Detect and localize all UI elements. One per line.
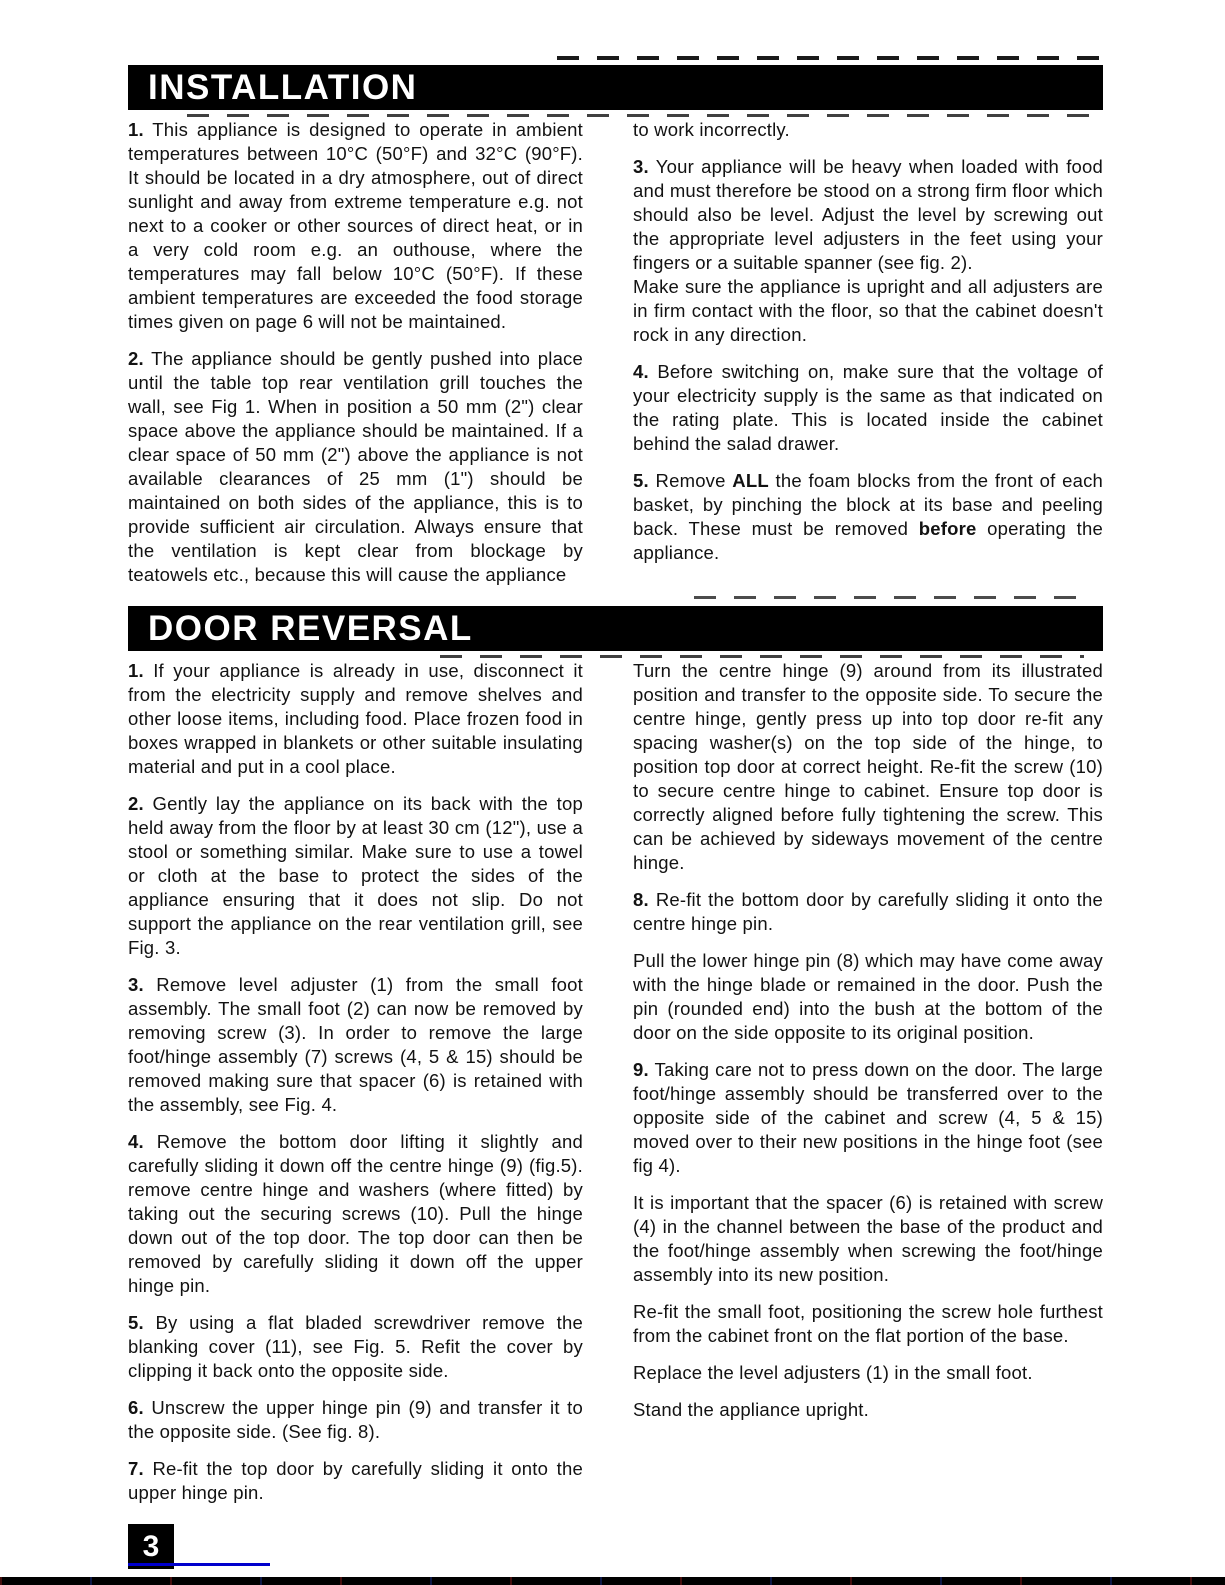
paragraph-number: 5.	[128, 1312, 144, 1333]
scan-artifact-dashes	[557, 56, 1103, 60]
paragraph-text: The appliance should be gently pushed into place until the table top rear ventilation grill touches the wall, see Fig 1. When in position a 50 mm (2") clear space above the appliance should be maintained. If a clear space of 50 mm (2") above the appliance is not available clearances of 25 mm (1") should be maintained on both sides of the appliance, this is to provide sufficient air circulation. Always ensure that the ventilation is kept clear from blockage by teatowels etc., because this will cause the appliance	[128, 348, 583, 585]
installation-columns	[128, 118, 1103, 600]
paragraph	[633, 659, 1103, 875]
paragraph-text: to work incorrectly.	[633, 119, 790, 140]
paragraph-text: Re-fit the top door by carefully sliding it onto the upper hinge pin.	[128, 1458, 583, 1503]
footer-blue-line	[128, 1563, 270, 1566]
section-title-installation: INSTALLATION	[148, 67, 418, 107]
paragraph	[633, 118, 1103, 142]
section-header-door-reversal	[128, 606, 1103, 651]
paragraph-text: It is important that the spacer (6) is retained with screw (4) in the channel between the base of the product and the foot/hinge assembly when screwing the foot/hinge assembly into its new position.	[633, 1192, 1103, 1285]
paragraph	[633, 1300, 1103, 1348]
paragraph-text: Taking care not to press down on the door. The large foot/hinge assembly should be transferred over to the opposite side of the cabinet and screw (4, 5 & 15) moved over to their new positions in the hinge foot (see fig 4).	[633, 1059, 1103, 1176]
paragraph-text: Remove level adjuster (1) from the small foot assembly. The small foot (2) can now be removed by removing screw (3). In order to remove the large foot/hinge assembly (7) screws (4, 5 & 15) should be removed making sure that spacer (6) is retained with the assembly, see Fig. 4.	[128, 974, 583, 1115]
paragraph-number: 2.	[128, 348, 144, 369]
paragraph-number: 4.	[633, 361, 649, 382]
paragraph-text: Remove	[655, 470, 733, 491]
paragraph-text: This appliance is designed to operate in ambient temperatures between 10°C (50°F) and 32°C (90°F). It should be located in a dry atmosphere, out of direct sunlight and away from extreme temperature e.g. not next to a cooker or other sources of direct heat, or in a very cold room e.g. an outhouse, where the temperatures may fall below 10°C (50°F). If these ambient temperatures are exceeded the food storage times given on page 6 will not be maintained.	[128, 119, 583, 332]
paragraph	[633, 469, 1103, 565]
paragraph-number: 2.	[128, 793, 144, 814]
column-gap	[583, 659, 633, 1569]
paragraph-text: Pull the lower hinge pin (8) which may have come away with the hinge blade or remained in the door. Push the pin (rounded end) into the bush at the bottom of the door on the side opposite to its original position.	[633, 950, 1103, 1043]
paragraph	[128, 1130, 583, 1298]
bold-text: ALL	[732, 470, 769, 491]
paragraph-number: 8.	[633, 889, 649, 910]
paragraph-text: Unscrew the upper hinge pin (9) and transfer it to the opposite side. (See fig. 8).	[128, 1397, 583, 1442]
paragraph-number: 3.	[128, 974, 144, 995]
paragraph	[128, 792, 583, 960]
bold-text: before	[918, 518, 977, 539]
paragraph-text: operating the appliance.	[633, 518, 1103, 563]
paragraph-text: Re-fit the bottom door by carefully sliding it onto the centre hinge pin.	[633, 889, 1104, 934]
paragraph-number: 3.	[633, 156, 649, 177]
installation-right-column	[633, 118, 1103, 600]
door-reversal-columns	[128, 659, 1103, 1569]
bottom-edge-scan-bar	[0, 1577, 1225, 1585]
paragraph-text: Before switching on, make sure that the voltage of your electricity supply is the same as that indicated on the rating plate. This is located inside the cabinet behind the salad drawer.	[633, 361, 1103, 454]
paragraph	[128, 1311, 583, 1383]
paragraph	[128, 118, 583, 334]
paragraph	[633, 1191, 1103, 1287]
paragraph	[128, 1457, 583, 1505]
paragraph	[128, 659, 583, 779]
paragraph	[633, 888, 1103, 936]
paragraph-text: the foam blocks from the front of each basket, by pinching the block at its base and peeling back. These must be removed	[633, 470, 1104, 539]
paragraph-text: By using a flat bladed screwdriver remove the blanking cover (11), see Fig. 5. Refit the cover by clipping it back onto the opposite side.	[128, 1312, 583, 1381]
paragraph-number: 6.	[128, 1397, 144, 1418]
paragraph	[633, 1058, 1103, 1178]
paragraph-number: 7.	[128, 1458, 144, 1479]
column-gap	[583, 118, 633, 600]
paragraph	[128, 1396, 583, 1444]
paragraph-text: Re-fit the small foot, positioning the screw hole furthest from the cabinet front on the flat portion of the base.	[633, 1301, 1103, 1346]
paragraph	[633, 275, 1103, 347]
paragraph-text: Make sure the appliance is upright and all adjusters are in firm contact with the floor, so that the cabinet doesn't rock in any direction.	[633, 276, 1103, 345]
scan-artifact-dashes	[187, 114, 1094, 117]
paragraph-number: 1.	[128, 660, 144, 681]
door-reversal-right-column	[633, 659, 1103, 1569]
paragraph-number: 9.	[633, 1059, 649, 1080]
scan-artifact-dashes	[694, 596, 1084, 599]
paragraph-text: Remove the bottom door lifting it slightly and carefully sliding it down off the centre hinge (9) (fig.5). remove centre hinge and washers (where fitted) by taking out the securing screws (10). Pull the hinge down out of the top door. The top door can then be removed by carefully sliding it down off the upper hinge pin.	[128, 1131, 583, 1296]
paragraph-text: Replace the level adjusters (1) in the small foot.	[633, 1362, 1033, 1383]
paragraph	[633, 360, 1103, 456]
paragraph	[128, 347, 583, 587]
installation-left-column	[128, 118, 583, 600]
section-title-door-reversal: DOOR REVERSAL	[148, 608, 473, 648]
paragraph-text: Turn the centre hinge (9) around from its illustrated position and transfer to the opposite side. To secure the centre hinge, gently press up into top door re-fit any spacing washer(s) on the top side of the hinge, to position top door at correct height. Re-fit the screw (10) to secure centre hinge to cabinet. Ensure top door is correctly aligned before fully tightening the screw. This can be achieved by sideways movement of the centre hinge.	[633, 660, 1103, 873]
paragraph	[128, 973, 583, 1117]
paragraph	[633, 1398, 1103, 1422]
paragraph	[633, 949, 1103, 1045]
paragraph-number: 5.	[633, 470, 649, 491]
paragraph-text: Your appliance will be heavy when loaded with food and must therefore be stood on a strong firm floor which should also be level. Adjust the level by screwing out the appropriate level adjusters in the feet using your fingers or a suitable spanner (see fig. 2).	[633, 156, 1103, 273]
paragraph-text: Stand the appliance upright.	[633, 1399, 869, 1420]
paragraph	[633, 155, 1103, 275]
paragraph-text: Gently lay the appliance on its back with the top held away from the floor by at least 30 cm (12"), use a stool or something similar. Make sure to use a towel or cloth at the base to protect the sides of the appliance ensuring that it does not slip. Do not support the appliance on the rear ventilation grill, see Fig. 3.	[128, 793, 583, 958]
door-reversal-left-column	[128, 659, 583, 1569]
page-number-badge: 3	[128, 1524, 174, 1569]
paragraph-number: 4.	[128, 1131, 144, 1152]
paragraph	[633, 1361, 1103, 1385]
scan-artifact-dashes	[440, 655, 1084, 658]
paragraph-text: If your appliance is already in use, disconnect it from the electricity supply and remove shelves and other loose items, including food. Place frozen food in boxes wrapped in blankets or other suitable insulating material and put in a cool place.	[128, 660, 584, 777]
paragraph-number: 1.	[128, 119, 144, 140]
section-header-installation	[128, 65, 1103, 110]
manual-page	[128, 65, 1103, 1569]
